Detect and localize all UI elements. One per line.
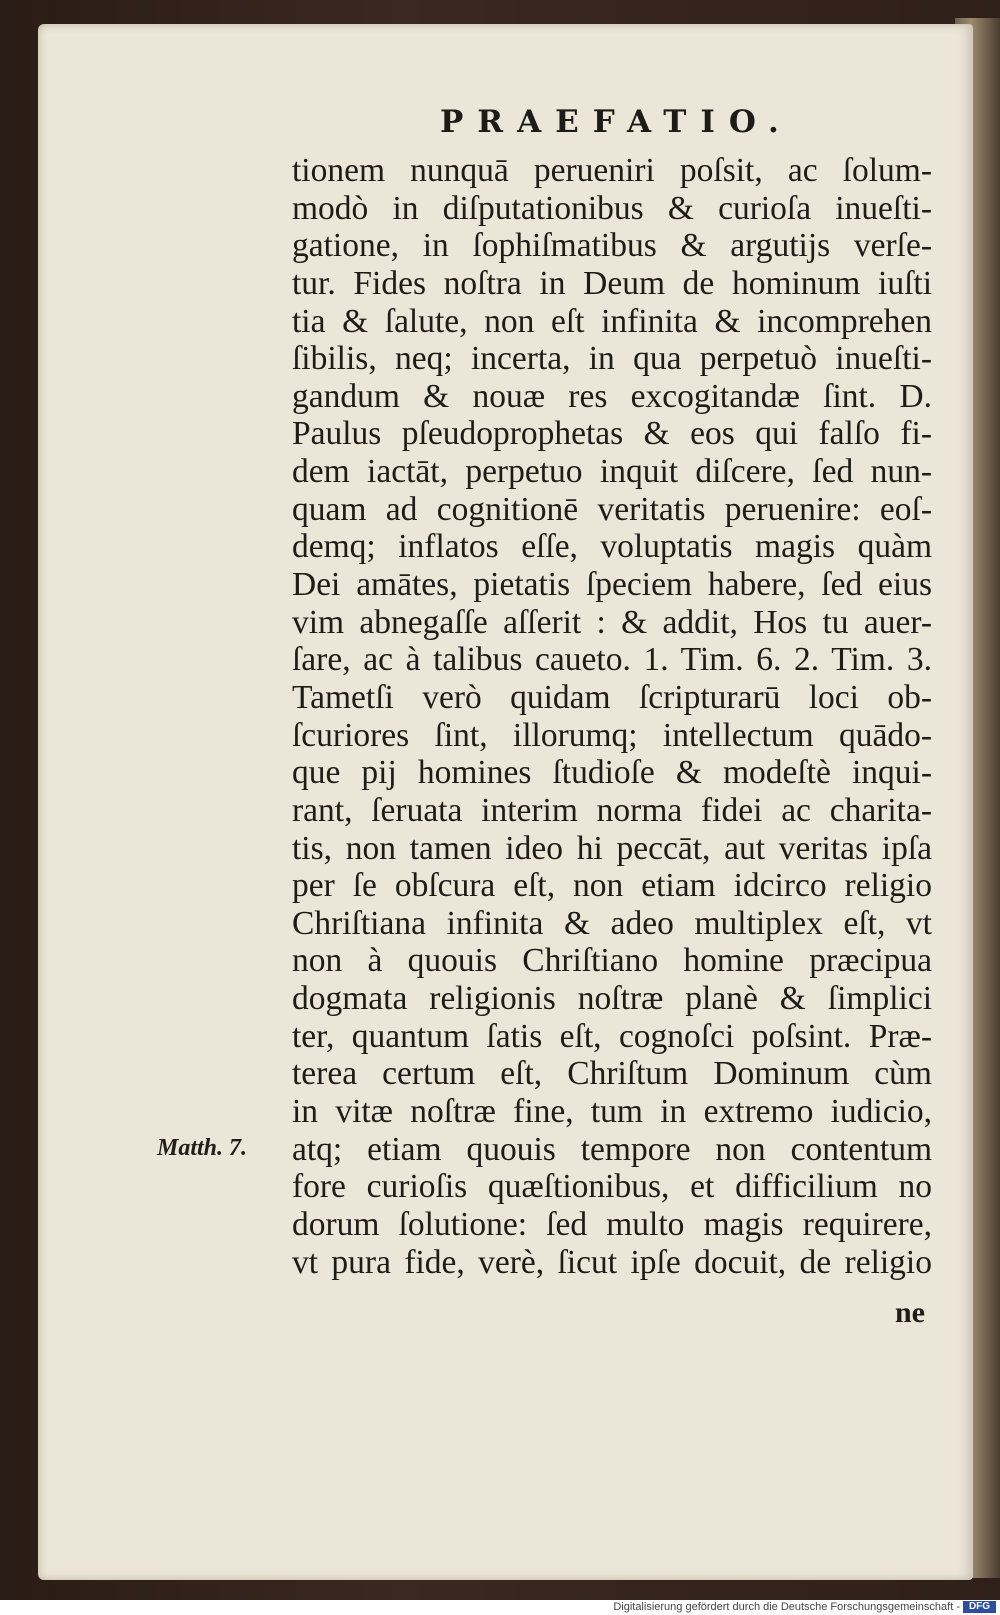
- running-head: PRAEFATIO.: [440, 104, 793, 140]
- text-line: vt pura fide, verè, ſicut ipſe docuit, de religio: [292, 1243, 932, 1281]
- text-line: per ſe obſcura eſt, non etiam idcirco religio: [292, 867, 932, 905]
- text-line: tis, non tamen ideo hi peccāt, aut veritas ipſa: [292, 829, 932, 867]
- text-line: terea certum eſt, Chriſtum Dominum cùm: [292, 1055, 932, 1093]
- text-line: Paulus pſeudoprophetas & eos qui falſo fi-: [292, 415, 932, 453]
- text-line: Tametſi verò quidam ſcripturarū loci ob-: [292, 678, 932, 716]
- dfg-logo: DFG: [963, 1601, 996, 1613]
- text-line: dogmata religionis noſtræ planè & ſimplici: [292, 980, 932, 1018]
- text-line: ſcuriores ſint, illorumq; intellectum quādo-: [292, 716, 932, 754]
- text-line: atq; etiam quouis tempore non contentum: [292, 1130, 932, 1168]
- text-line: ſibilis, neq; incerta, in qua perpetuò inueſti-: [292, 340, 932, 378]
- text-line: tia & ſalute, non eſt infinita & incomprehen: [292, 302, 932, 340]
- text-line: modò in diſputationibus & curioſa inueſti-: [292, 189, 932, 227]
- text-line: gatione, in ſophiſmatibus & argutijs verſe-: [292, 227, 932, 265]
- text-line: quam ad cognitionē veritatis peruenire: eoſ-: [292, 490, 932, 528]
- catchword: ne: [895, 1296, 925, 1329]
- text-line: gandum & nouæ res excogitandæ ſint. D.: [292, 377, 932, 415]
- text-line: Dei amātes, pietatis ſpeciem habere, ſed eius: [292, 566, 932, 604]
- digitization-credit: Digitalisierung gefördert durch die Deutsche Forschungsgemeinschaft -: [613, 1601, 960, 1613]
- text-line: Chriſtiana infinita & adeo multiplex eſt, vt: [292, 904, 932, 942]
- text-line: ſare, ac à talibus caueto. 1. Tim. 6. 2. Tim. 3.: [292, 641, 932, 679]
- text-line: tionem nunquā perueniri poſsit, ac ſolum-: [292, 152, 932, 189]
- text-line: fore curioſis quæſtionibus, et difficilium no: [292, 1168, 932, 1206]
- text-line: que pij homines ſtudioſe & modeſtè inqui-: [292, 754, 932, 792]
- text-line: rant, ſeruata interim norma fidei ac charita-: [292, 791, 932, 829]
- text-line: tur. Fides noſtra in Deum de hominum iuſti: [292, 264, 932, 302]
- text-line: in vitæ noſtræ fine, tum in extremo iudicio,: [292, 1093, 932, 1131]
- text-line: ter, quantum ſatis eſt, cognoſci poſsint. Præ-: [292, 1017, 932, 1055]
- marginal-note: Matth. 7.: [157, 1135, 248, 1161]
- text-line: demq; inflatos eſſe, voluptatis magis quàm: [292, 528, 932, 566]
- body-text: [292, 152, 932, 1281]
- text-line: dorum ſolutione: ſed multo magis requirere,: [292, 1205, 932, 1243]
- text-line: non à quouis Chriſtiano homine præcipua: [292, 942, 932, 980]
- text-line: dem iactāt, perpetuo inquit diſcere, ſed nun-: [292, 453, 932, 491]
- text-line: vim abnegaſſe aſſerit : & addit, Hos tu auer-: [292, 603, 932, 641]
